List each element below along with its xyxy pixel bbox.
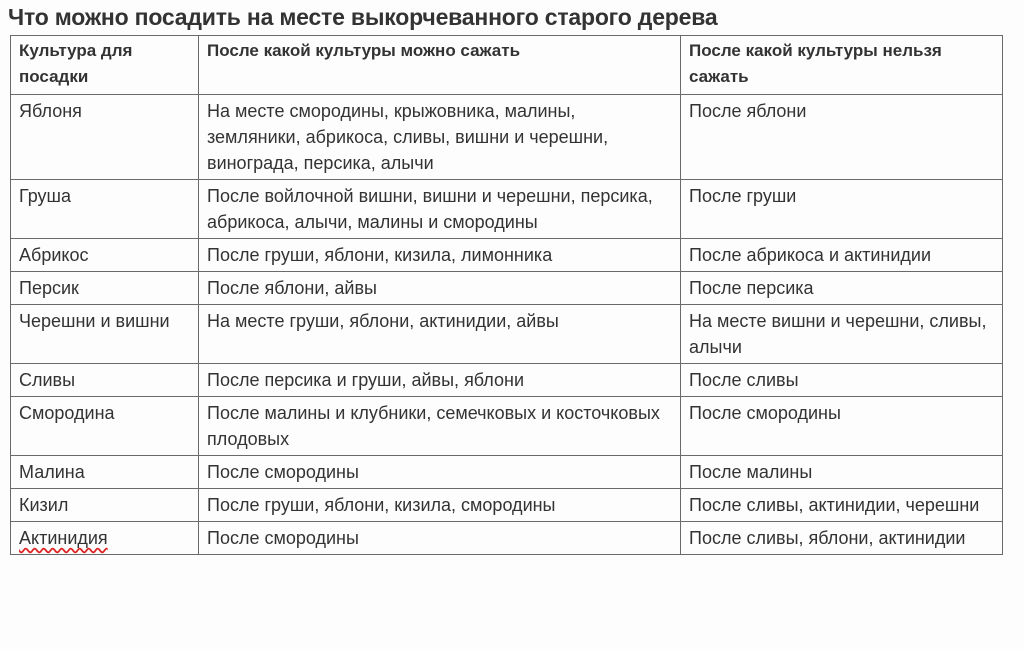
cell-crop bbox=[11, 522, 199, 555]
cell-crop: Малина bbox=[11, 456, 199, 489]
cell-allowed-after: После войлочной вишни, вишни и черешни, персика, абрикоса, алычи, малины и смородины bbox=[199, 180, 681, 239]
table-row bbox=[11, 272, 1003, 305]
cell-not-allowed-after: На месте вишни и черешни, сливы, алычи bbox=[681, 305, 1003, 364]
cell-allowed-after: После смородины bbox=[199, 456, 681, 489]
table-header-row bbox=[11, 36, 1003, 95]
table-row bbox=[11, 489, 1003, 522]
cell-allowed-after: После груши, яблони, кизила, лимонника bbox=[199, 239, 681, 272]
table-row bbox=[11, 95, 1003, 180]
spellcheck-underlined-text: Актинидия bbox=[19, 528, 108, 548]
cell-allowed-after: После груши, яблони, кизила, смородины bbox=[199, 489, 681, 522]
cell-crop: Сливы bbox=[11, 364, 199, 397]
cell-not-allowed-after: После яблони bbox=[681, 95, 1003, 180]
planting-table bbox=[10, 35, 1003, 555]
header-crop: Культура для посадки bbox=[11, 36, 199, 95]
table-row bbox=[11, 522, 1003, 555]
table-row bbox=[11, 397, 1003, 456]
cell-allowed-after: После яблони, айвы bbox=[199, 272, 681, 305]
cell-allowed-after: После персика и груши, айвы, яблони bbox=[199, 364, 681, 397]
cell-not-allowed-after: После сливы bbox=[681, 364, 1003, 397]
cell-crop: Абрикос bbox=[11, 239, 199, 272]
cell-not-allowed-after: После груши bbox=[681, 180, 1003, 239]
page-title: Что можно посадить на месте выкорчеванного старого дерева bbox=[8, 4, 718, 30]
cell-allowed-after: После смородины bbox=[199, 522, 681, 555]
cell-crop: Смородина bbox=[11, 397, 199, 456]
cell-allowed-after: На месте смородины, крыжовника, малины, земляники, абрикоса, сливы, вишни и черешни, винограда, персика, алычи bbox=[199, 95, 681, 180]
cell-not-allowed-after: После сливы, яблони, актинидии bbox=[681, 522, 1003, 555]
cell-allowed-after: На месте груши, яблони, актинидии, айвы bbox=[199, 305, 681, 364]
cell-not-allowed-after: После абрикоса и актинидии bbox=[681, 239, 1003, 272]
table-row bbox=[11, 239, 1003, 272]
header-allowed-after: После какой культуры можно сажать bbox=[199, 36, 681, 95]
cell-allowed-after: После малины и клубники, семечковых и косточковых плодовых bbox=[199, 397, 681, 456]
cell-not-allowed-after: После сливы, актинидии, черешни bbox=[681, 489, 1003, 522]
header-not-allowed-after: После какой культуры нельзя сажать bbox=[681, 36, 1003, 95]
cell-crop: Черешни и вишни bbox=[11, 305, 199, 364]
cell-not-allowed-after: После малины bbox=[681, 456, 1003, 489]
table-row bbox=[11, 180, 1003, 239]
table-row bbox=[11, 456, 1003, 489]
table-row bbox=[11, 364, 1003, 397]
table-row bbox=[11, 305, 1003, 364]
cell-crop: Груша bbox=[11, 180, 199, 239]
cell-crop: Яблоня bbox=[11, 95, 199, 180]
cell-crop: Кизил bbox=[11, 489, 199, 522]
cell-not-allowed-after: После персика bbox=[681, 272, 1003, 305]
cell-not-allowed-after: После смородины bbox=[681, 397, 1003, 456]
cell-crop: Персик bbox=[11, 272, 199, 305]
